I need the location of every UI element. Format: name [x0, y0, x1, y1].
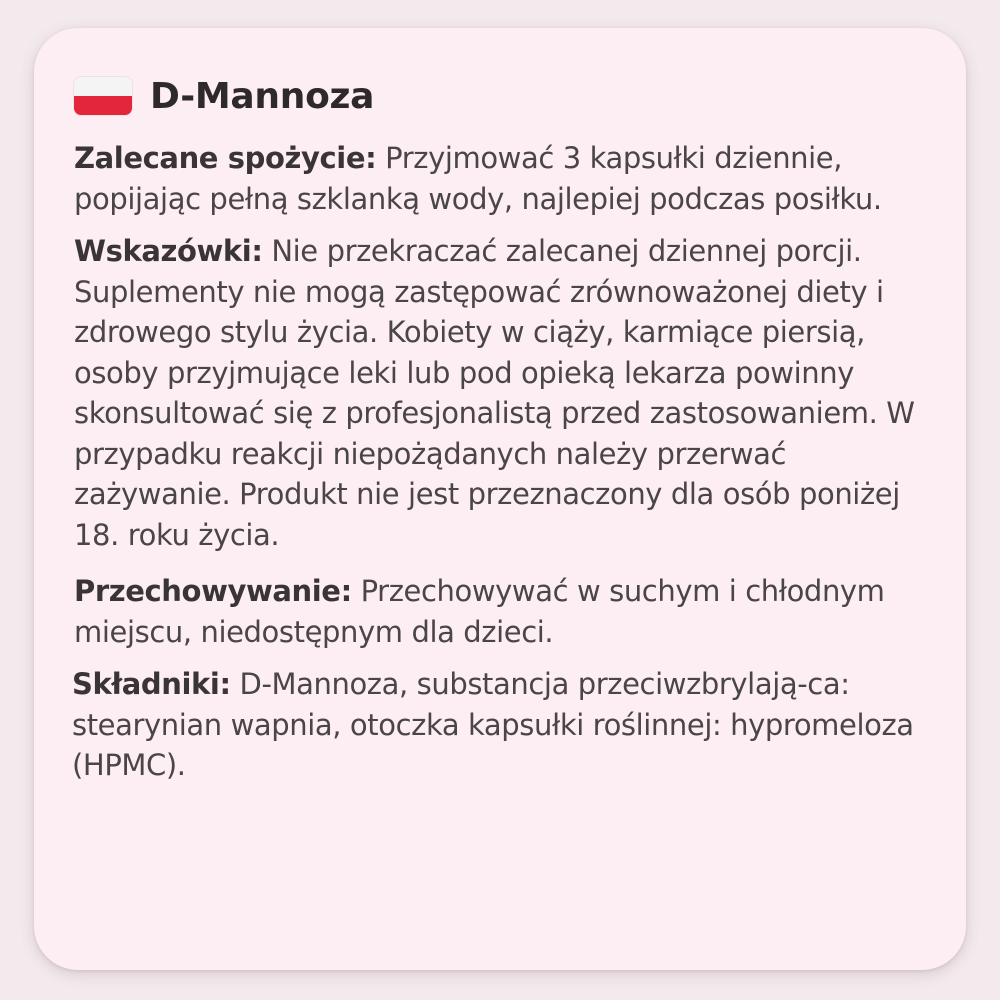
- section-label: Wskazówki:: [74, 234, 263, 268]
- section-ingredients: [72, 664, 926, 786]
- product-title: D-Mannoza: [150, 75, 375, 117]
- section-text: Przechowywać w suchym i chłodnym miejscu, niedostępnym dla dzieci.: [74, 574, 885, 649]
- section-text: Nie przekraczać zalecanej dziennej porcji. Suplementy nie mogą zastępować zrównoważonej diety i zdrowego stylu życia. Kobiety w ciąży, karmiące piersią, osoby przyjmujące leki lub pod opieką lekarza powinny skonsultować się z profesjonalistą przed zastosowaniem. W przypadku reakcji niepożądanych należy przerwać zażywanie. Produkt nie jest przeznaczony dla osób poniżej 18. roku życia.: [74, 234, 915, 552]
- section-label: Przechowywanie:: [74, 574, 352, 608]
- poland-flag-icon: [74, 77, 132, 115]
- section-text: D-Mannoza, substancja przeciwzbrylają-ca: stearynian wapnia, otoczka kapsułki roślinnej: hypromeloza (HPMC).: [72, 667, 914, 782]
- section-label: Zalecane spożycie:: [74, 141, 377, 175]
- section-recommended-intake: [74, 138, 926, 219]
- section-text: Przyjmować 3 kapsułki dziennie, popijając pełną szklanką wody, najlepiej podczas posiłku.: [74, 141, 882, 216]
- section-warnings: [74, 231, 926, 555]
- section-storage: [74, 571, 926, 652]
- section-label: Składniki:: [72, 667, 231, 701]
- card-header: [74, 72, 926, 120]
- info-card: [34, 28, 966, 970]
